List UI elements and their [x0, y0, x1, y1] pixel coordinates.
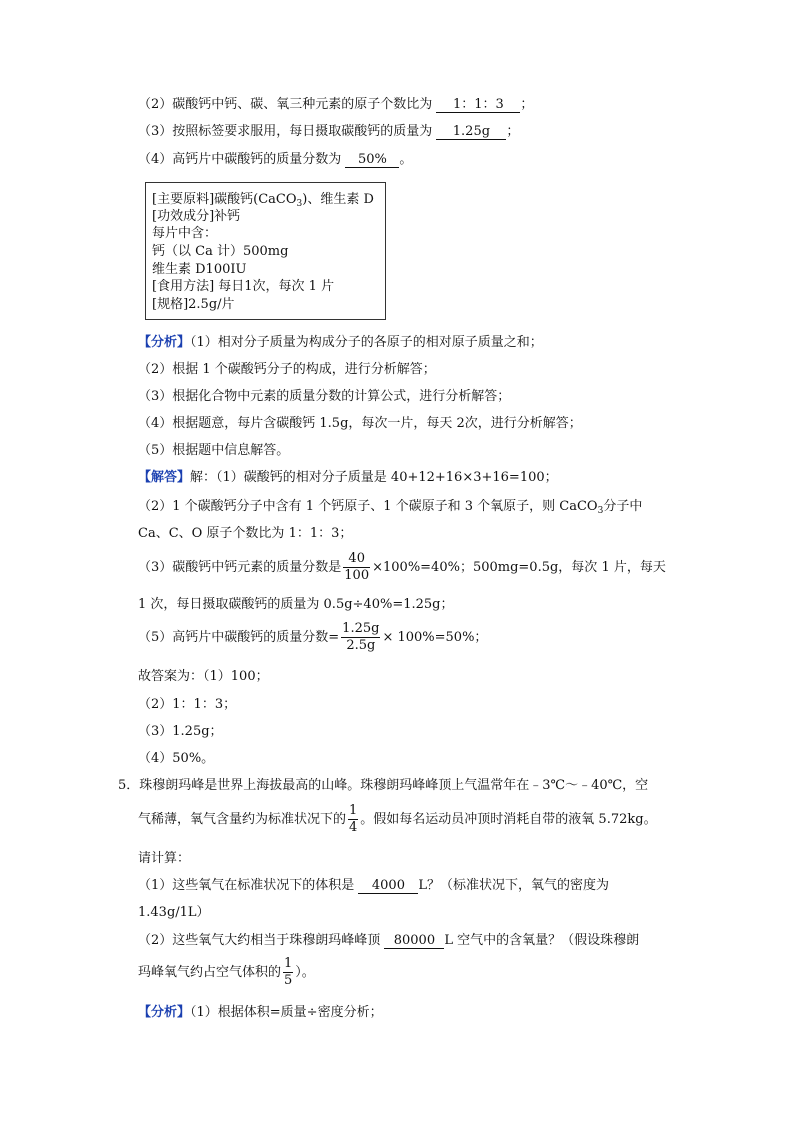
q5-part1-continued: 1.43g/1L）	[138, 905, 210, 920]
solution-line6-pre: （5）高钙片中碳酸钙的质量分数=	[138, 630, 340, 645]
solution-line2-post: 分子中	[603, 499, 643, 514]
fraction-one-quarter	[348, 803, 358, 836]
solution-line2-pre: （2）1 个碳酸钙分子中含有 1 个钙原子、1 个碳原子和 3 个氧原子，则 CaCO	[138, 499, 598, 514]
solution-text-1: 解：（1）碳酸钙的相对分子质量是 40+12+16×3+16=100；	[190, 470, 558, 485]
q5-text-1: 珠穆朗玛峰是世界上海拔最高的山峰。珠穆朗玛峰峰顶上气温常年在﹣3℃～﹣40℃，空	[139, 778, 649, 793]
label-line-vitamin-d: 维生素 D100IU	[152, 262, 247, 277]
q4-part2-text: （2）碳酸钙中钙、碳、氧三种元素的原子个数比为	[138, 97, 433, 112]
q5-part1-answer: 4000	[358, 878, 418, 894]
q4-part2	[138, 96, 533, 114]
label-line1-sub: 3	[296, 199, 303, 209]
q5-line2-pre: 气稀薄，氧气含量约为标准状况下的	[138, 812, 347, 827]
label-line-spec: [规格]2.5g/片	[152, 297, 235, 312]
final-answer-line3: （3）1.25g；	[138, 724, 223, 739]
solution-tag: 【解答】	[138, 470, 191, 485]
fraction-40-over-100	[343, 551, 370, 584]
q4-part4-text: （4）高钙片中碳酸钙的质量分数为	[138, 152, 342, 167]
q5-part2	[138, 932, 639, 950]
fraction-mass-ratio	[341, 621, 380, 654]
fraction-numerator: 40	[343, 551, 370, 568]
analysis-tag: 【分析】	[138, 335, 191, 350]
q5-part2-cont-post: ）。	[295, 965, 315, 980]
q4-part3-answer: 1.25g	[436, 124, 506, 140]
q5-analysis-tag: 【分析】	[138, 1005, 191, 1020]
fraction-denominator: 5	[284, 973, 293, 988]
solution-line1	[138, 469, 558, 487]
analysis-line4: （4）根据题意，每片含碳酸钙 1.5g，每次一片，每天 2次，进行分析解答；	[138, 416, 582, 431]
solution-line4	[138, 551, 666, 585]
label-line-calcium: 钙（以 Ca 计）500mg	[152, 244, 289, 259]
q4-part4	[138, 151, 412, 169]
analysis-text-1: （1）相对分子质量为构成分子的各原子的相对原子质量之和；	[190, 335, 543, 350]
solution-line4-pre: （3）碳酸钙中钙元素的质量分数是	[138, 560, 342, 575]
fraction-denominator: 2.5g	[346, 638, 376, 653]
solution-line2	[138, 498, 642, 520]
solution-line3: Ca、C、O 原子个数比为 1：1：3；	[138, 526, 353, 541]
q4-part4-end: 。	[399, 152, 413, 167]
q4-part3-end: ；	[506, 124, 520, 139]
analysis-line1	[138, 334, 543, 352]
solution-line2-sub: 3	[597, 506, 604, 516]
q4-part3-text: （3）按照标签要求服用，每日摄取碳酸钙的质量为	[138, 124, 433, 139]
q5-analysis-line1	[138, 1004, 383, 1022]
product-label-box	[145, 182, 386, 320]
label-line-usage: [食用方法] 每日1次，每次 1 片	[152, 279, 335, 294]
q5-line1	[118, 777, 648, 795]
label-line-function: [功效成分]补钙	[152, 209, 241, 224]
q5-number: 5．	[118, 778, 140, 793]
fraction-numerator: 1.25g	[342, 621, 380, 636]
q5-part1-pre: （1）这些氧气在标准状况下的体积是	[138, 878, 355, 893]
analysis-line5: （5）根据题中信息解答。	[138, 443, 290, 458]
label-line1-post: )、维生素 D	[302, 192, 374, 207]
q4-part3	[138, 123, 519, 141]
solution-line6	[138, 621, 487, 655]
q5-part2-post: L 空气中的含氧量？（假设珠穆朗	[444, 933, 640, 948]
analysis-line2: （2）根据 1 个碳酸钙分子的构成，进行分析解答；	[138, 362, 436, 377]
q5-line2	[138, 800, 657, 840]
q5-part1-post: L？（标准状况下，氧气的密度为	[418, 878, 610, 893]
q5-part2-cont-pre: 玛峰氧气约占空气体积的	[138, 965, 282, 980]
q5-part2-answer: 80000	[384, 933, 444, 949]
fraction-numerator: 1	[349, 803, 358, 818]
q5-line3: 请计算：	[138, 851, 191, 866]
q4-part4-answer: 50%	[345, 152, 399, 168]
q4-part2-answer: 1：1：3	[436, 97, 520, 113]
q5-part2-continued	[138, 953, 315, 993]
solution-line5: 1 次，每日摄取碳酸钙的质量为 0.5g÷40%=1.25g；	[138, 597, 454, 612]
fraction-numerator: 1	[284, 956, 293, 971]
q5-part1	[138, 877, 609, 895]
final-answer-line1: 故答案为：（1）100；	[138, 669, 269, 684]
solution-line6-post: × 100%=50%；	[382, 630, 488, 645]
analysis-line3: （3）根据化合物中元素的质量分数的计算公式，进行分析解答；	[138, 389, 511, 404]
final-answer-line2: （2）1：1：3；	[138, 697, 237, 712]
q4-part2-end: ；	[520, 97, 534, 112]
final-answer-line4: （4）50%。	[138, 751, 215, 766]
fraction-denominator: 4	[349, 820, 358, 835]
q5-part2-pre: （2）这些氧气大约相当于珠穆朗玛峰峰顶	[138, 933, 381, 948]
fraction-one-fifth	[283, 956, 293, 989]
solution-line4-post: ×100%=40%；500mg=0.5g，每次 1 片，每天	[372, 560, 666, 575]
q5-analysis-text: （1）根据体积=质量÷密度分析；	[190, 1005, 383, 1020]
label-line-per-tablet: 每片中含：	[152, 226, 218, 241]
fraction-denominator: 100	[344, 568, 370, 583]
label-line1-pre: [主要原料]碳酸钙(CaCO	[152, 192, 297, 207]
q5-line2-post: 。假如每名运动员冲顶时消耗自带的液氧 5.72kg。	[360, 812, 657, 827]
